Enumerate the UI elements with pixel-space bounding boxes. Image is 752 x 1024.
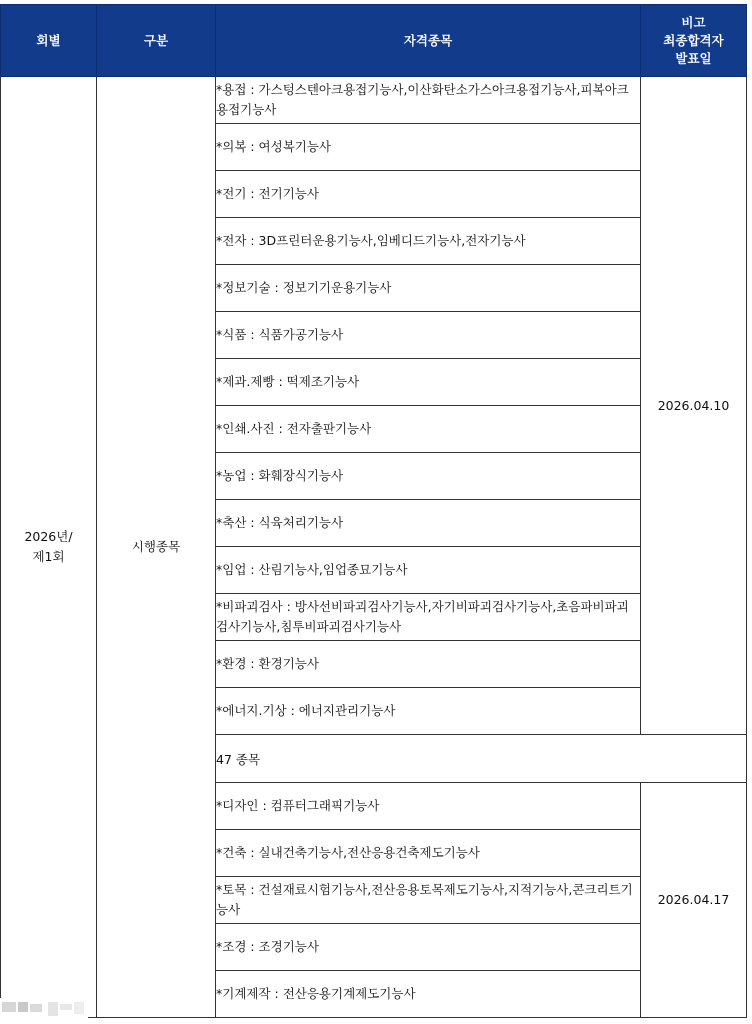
header-note [641,5,747,77]
subject-cell: *임업 : 산림기능사,임업종묘기능사 [216,547,641,594]
subject-cell: *토목 : 건설재료시험기능사,전산응용토목제도기능사,지적기능사,콘크리트기능사 [216,877,641,924]
header-subjects: 자격종목 [216,5,641,77]
subject-cell: *에너지.기상 : 에너지관리기능사 [216,688,641,735]
subject-cell: *건축 : 실내건축기능사,전산응용건축제도기능사 [216,830,641,877]
total-count: 47 종목 [216,735,747,783]
subject-cell: *제과.제빵 : 떡제조기능사 [216,359,641,406]
subject-cell: *전기 : 전기기능사 [216,171,641,218]
subject-cell: *정보기술 : 정보기기운용기능사 [216,265,641,312]
header-category: 구분 [97,5,216,77]
subject-cell: *식품 : 식품가공기능사 [216,312,641,359]
header-note-line3: 발표일 [675,50,712,66]
subject-cell: *의복 : 여성복기능사 [216,124,641,171]
header-note-line1: 비고 [681,14,706,30]
subject-cell: *전자 : 3D프린터운용기능사,임베디드기능사,전자기능사 [216,218,641,265]
subject-cell: *축산 : 식육처리기능사 [216,500,641,547]
announce-date-2: 2026.04.17 [641,783,747,1018]
subject-cell: *비파괴검사 : 방사선비파괴검사기능사,자기비파괴검사기능사,초음파비파괴검사기능사,침투비파괴검사기능사 [216,594,641,641]
subject-cell: *인쇄.사진 : 전자출판기능사 [216,406,641,453]
category-cell: 시행종목 [97,77,216,1018]
table-row [1,77,747,124]
exam-schedule-table [0,4,747,1018]
subject-cell: *조경 : 조경기능사 [216,924,641,971]
subject-cell: *환경 : 환경기능사 [216,641,641,688]
header-note-line2: 최종합격자 [663,32,724,48]
round-cell [1,77,97,1018]
round-line2: 제1회 [32,549,65,564]
announce-date-1: 2026.04.10 [641,77,747,735]
subject-cell: *디자인 : 컴퓨터그래픽기능사 [216,783,641,830]
watermark-icon [0,998,88,1024]
subject-cell: *용접 : 가스텅스텐아크용접기능사,이산화탄소가스아크용접기능사,피복아크용접기능사 [216,77,641,124]
header-round: 회별 [1,5,97,77]
round-line1: 2026년/ [24,529,73,544]
header-row [1,5,747,77]
subject-cell: *기계제작 : 전산응용기계제도기능사 [216,971,641,1018]
subject-cell: *농업 : 화훼장식기능사 [216,453,641,500]
